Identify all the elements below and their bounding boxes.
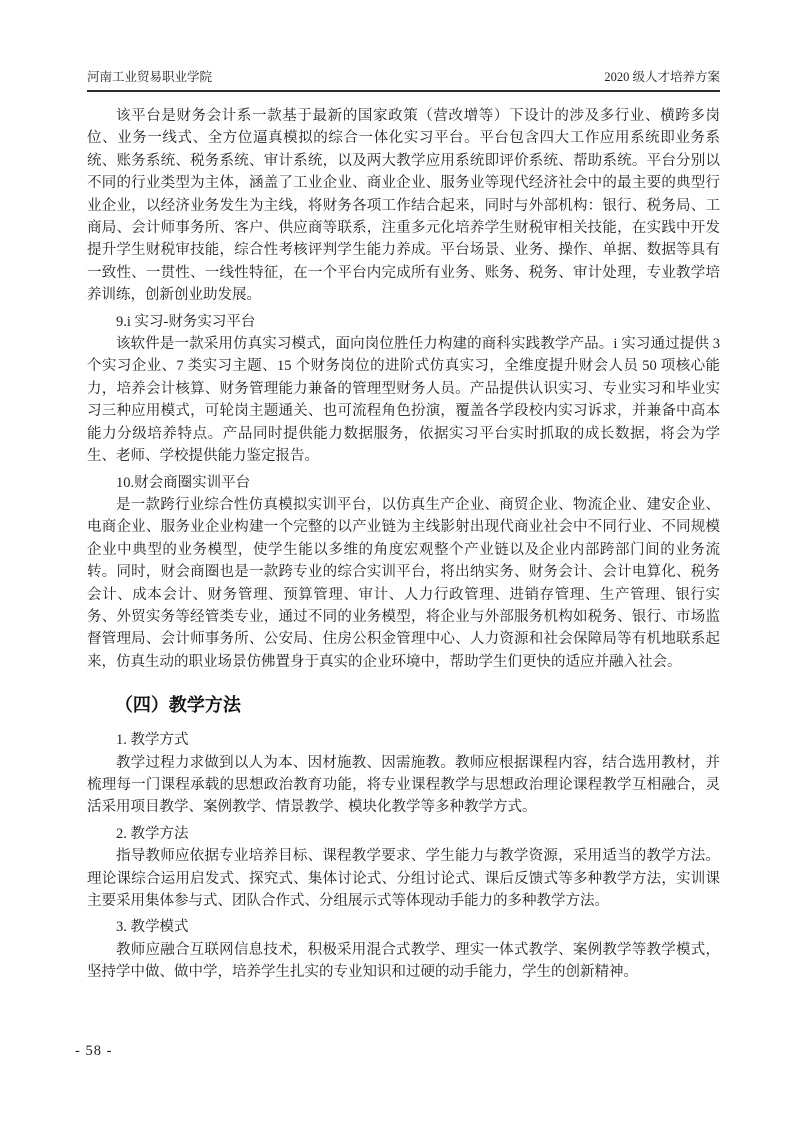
section-heading-teaching-methods: （四）教学方法 bbox=[114, 695, 241, 716]
paragraph-platform-intro: 该平台是财务会计系一款基于最新的国家政策（营改增等）下设计的涉及多行业、横跨多岗位、业务一线式、全方位逼真模拟的综合一体化实习平台。平台包含四大工作应用系统即业务系统、账务系统、税务系统、审计系统，以及两大教学应用系统即评价系统、帮助系统。平台分别以不同的行业类型为主体，涵盖了工业企业、商业企业、服务业等现代经济社会中的最主要的典型行业企业，以经济业务发生为主线，将财务各项工作结合起来，同时与外部机构：银行、税务局、工商局、会计师事务所、客户、供应商等联系，注重多元化培养学生财税审相关技能，在实践中开发提升学生财税审技能，综合性考核评判学生能力养成。平台场景、业务、操作、单据、数据等具有一致性、一贯性、一线性特征，在一个平台内完成所有业务、账务、税务、审计处理，专业教学培养训练，创新创业助发展。 bbox=[87, 108, 720, 304]
paragraph-teaching-method-body: 指导教师应依据专业培养目标、课程教学要求、学生能力与教学资源，采用适当的教学方法。理论课综合运用启发式、探究式、集体讨论式、分组讨论式、课后反馈式等多种教学方法，实训课主要采用集体参与式、团队合作式、分组展示式等体现动手能力的多种教学方法。 bbox=[87, 848, 720, 909]
item-title-9-i-shixi-platform: 9.i 实习-财务实习平台 bbox=[116, 313, 256, 330]
paragraph-teaching-mode-body: 教师应融合互联网信息技术，积极采用混合式教学、理实一体式教学、案例教学等教学模式，坚持学中做、做中学，培养学生扎实的专业知识和过硬的动手能力，学生的创新精神。 bbox=[87, 941, 720, 981]
item-title-10-caikuai-shangquan-platform: 10.财会商圈实训平台 bbox=[116, 474, 251, 491]
page-number: - 58 - bbox=[75, 1043, 113, 1059]
paragraph-item-10-body: 是一款跨行业综合性仿真模拟实训平台，以仿真生产企业、商贸企业、物流企业、建安企业、电商企业、服务业企业构建一个完整的以产业链为主线影射出现代商业社会中不同行业、不同规模企业中典型的业务模型，使学生能以多维的角度宏观整个产业链以及企业内部跨部门间的业务流转。同时，财会商圈也是一款跨专业的综合实训平台，将出纳实务、财务会计、会计电算化、税务会计、成本会计、财务管理、预算管理、审计、人力行政管理、进销存管理、生产管理、银行实务、外贸实务等经管类专业，通过不同的业务模型，将企业与外部服务机构如税务、银行、市场监督管理局、会计师事务所、公安局、住房公积金管理中心、人力资源和社会保障局等有机地联系起来，仿真生动的职业场景仿佛置身于真实的企业环境中，帮助学生们更快的适应并融入社会。 bbox=[87, 496, 720, 670]
subsection-title-teaching-style: 1. 教学方式 bbox=[116, 732, 189, 749]
subsection-title-teaching-mode: 3. 教学模式 bbox=[116, 919, 189, 936]
page-header bbox=[87, 70, 720, 92]
paragraph-item-9-body: 该软件是一款采用仿真实习模式，面向岗位胜任力构建的商科实践教学产品。i 实习通过提供 3 个实习企业、7 类实习主题、15 个财务岗位的进阶式仿真实习，全维度提升财会人员 50 项核心能力，培养会计核算、财务管理能力兼备的管理型财务人员。产品提供认识实习、专业实习和毕业实习三种应用模式，可轮岗主题通关、也可流程角色扮演，覆盖各学段校内实习诉求，并兼备中高本能力分级培养特点。产品同时提供能力数据服务，依据实习平台实时抓取的成长数据，将会为学生、老师、学校提供能力鉴定报告。 bbox=[87, 336, 720, 465]
subsection-title-teaching-method: 2. 教学方法 bbox=[116, 825, 189, 842]
header-school-name: 河南工业贸易职业学院 bbox=[87, 70, 213, 84]
header-doc-title: 2020 级人才培养方案 bbox=[604, 70, 720, 84]
page-footer bbox=[75, 1043, 112, 1060]
document-content bbox=[87, 92, 720, 984]
paragraph-teaching-style-body: 教学过程力求做到以人为本、因材施教、因需施教。教师应根据课程内容，结合选用教材，并梳理每一门课程承载的思想政治教育功能，将专业课程教学与思想政治理论课程教学互相融合，灵活采用项目教学、案例教学、情景教学、模块化教学等多种教学方式。 bbox=[87, 754, 720, 816]
